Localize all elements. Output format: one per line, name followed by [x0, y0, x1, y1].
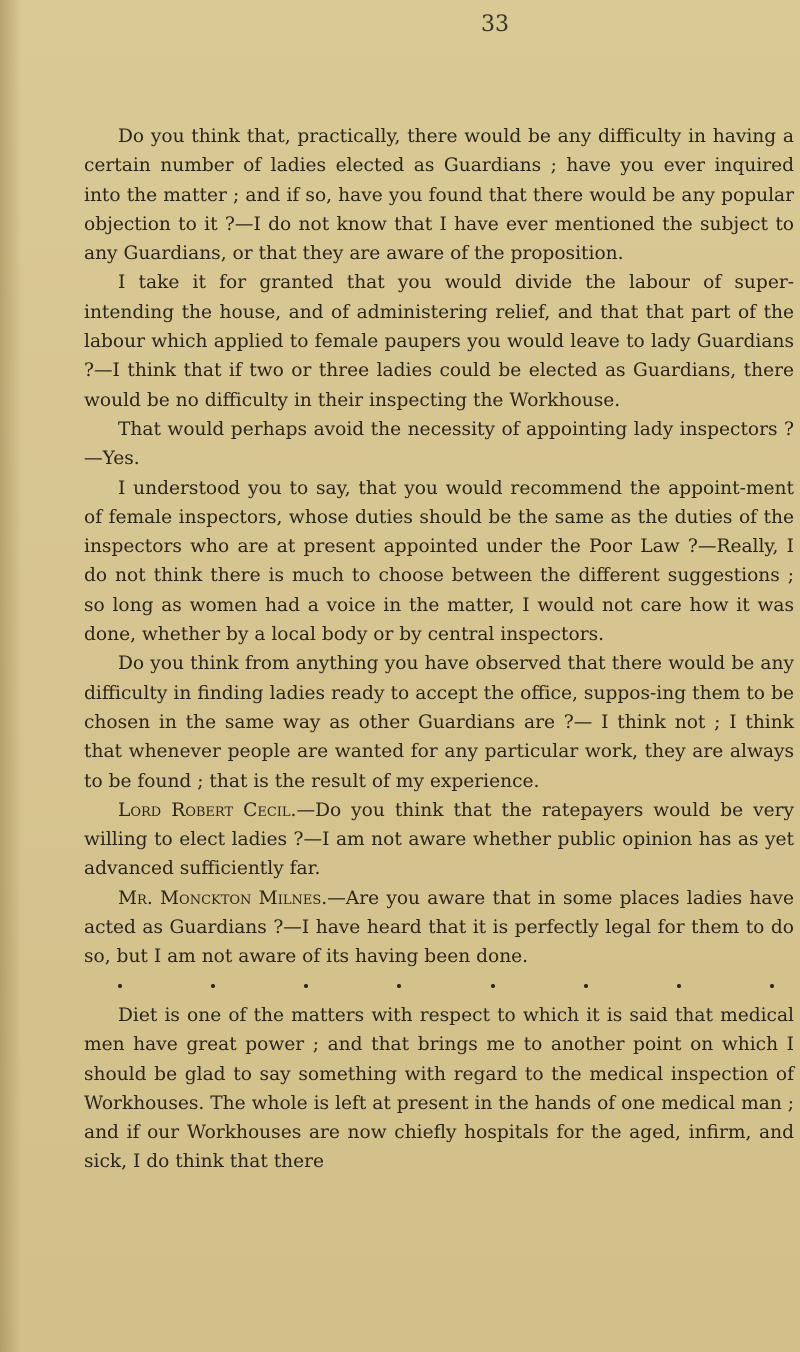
speaker-text: —Are you aware that in some places ladies have acted as Guardians ?—I have heard that it is perfectly legal for them to do so, but I am not aware of its having been done.: [84, 887, 794, 968]
body-text: [84, 122, 794, 1177]
paragraph-1: Do you think that, practically, there would be any difficulty in having a certain number of ladies elected as Guardians ; have you ever inquired into the matter ; and if so, have you found that there would be any popular objection to it ?—I do not know that I have ever mentioned the subject to any Guardians, or that they are aware of the proposition.: [84, 126, 794, 265]
speaker-name: Mr. Monckton Milnes.: [118, 887, 328, 909]
ellipsis-dot: [584, 984, 588, 988]
paragraph-2: I take it for granted that you would divide the labour of super-intending the house, and of administering relief, and that that part of the labour which applied to female paupers you would leave to lady Guardians ?—I think that if two or three ladies could be elected as Guardians, there would be no difficulty in their inspecting the Workhouse.: [84, 272, 794, 411]
ellipsis-dot: [304, 984, 308, 988]
paragraph-4: I understood you to say, that you would recommend the appoint-ment of female inspectors, whose duties should be the same as the duties of the inspectors who are at present appointed under the Poor Law ?—Really, I do not think there is much to choose between the different suggestions ; so long as women had a voice in the matter, I would not care how it was done, whether by a local body or by central inspectors.: [84, 477, 794, 646]
ellipsis-divider: [84, 972, 794, 1001]
ellipsis-dot: [770, 984, 774, 988]
speaker-name: Lord Robert Cecil.: [118, 799, 297, 821]
ellipsis-dot: [118, 984, 122, 988]
speaker-paragraph-milnes: [84, 884, 794, 972]
closing-paragraph: Diet is one of the matters with respect to which it is said that medical men have great power ; and that brings me to another point on which I should be glad to say something with regard to the medical inspection of Workhouses. The whole is left at present in the hands of one medical man ; and if our Workhouses are now chiefly hospitals for the aged, infirm, and sick, I do think that there: [84, 1004, 794, 1173]
page-number: 33: [481, 12, 509, 37]
speaker-paragraph-cecil: [84, 796, 794, 884]
ellipsis-dot: [397, 984, 401, 988]
ellipsis-dot: [491, 984, 495, 988]
paragraph-3: That would perhaps avoid the necessity of appointing lady inspectors ?—Yes.: [84, 418, 794, 470]
ellipsis-dot: [211, 984, 215, 988]
paragraph-5: Do you think from anything you have observed that there would be any difficulty in finding ladies ready to accept the office, suppos-ing them to be chosen in the same way as other Guardians are ?— I think not ; I think that whenever people are wanted for any particular work, they are always to be found ; that is the result of my experience.: [84, 653, 794, 792]
ellipsis-dot: [677, 984, 681, 988]
speaker-text: —Do you think that the ratepayers would be very willing to elect ladies ?—I am not aware whether public opinion has as yet advanced sufficiently far.: [84, 799, 794, 880]
